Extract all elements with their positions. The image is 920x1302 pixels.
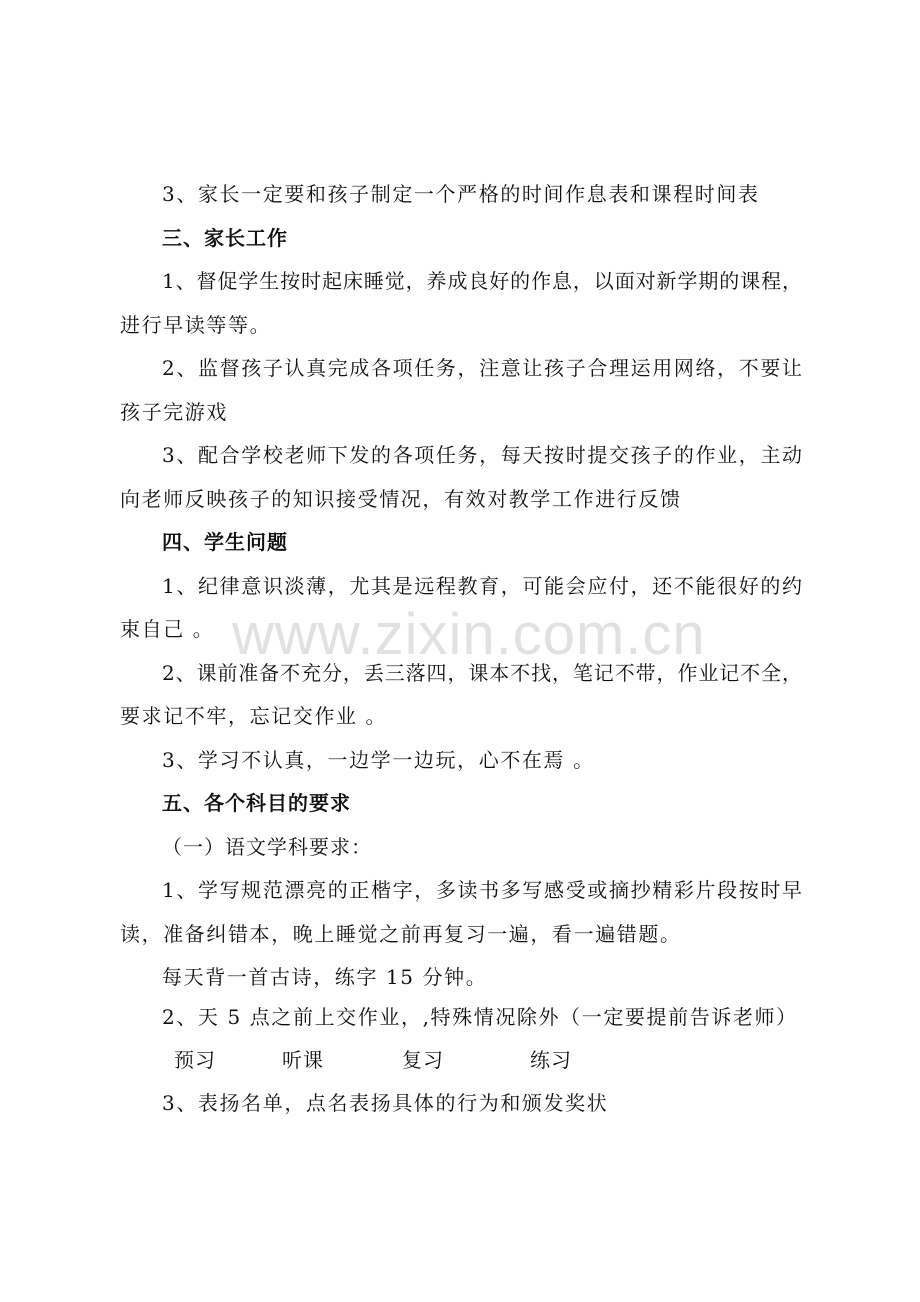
paragraph-line: 要求记不牢，忘记交作业 。 <box>120 704 388 728</box>
paragraph-line: 2、监督孩子认真完成各项任务，注意让孩子合理运用网络，不要让 <box>162 356 802 380</box>
section-heading-student-problems: 四、学生问题 <box>162 530 288 554</box>
paragraph-line: 进行早读等等。 <box>120 313 272 337</box>
section-heading-parent-work: 三、家长工作 <box>162 226 288 250</box>
paragraph-line: 3、配合学校老师下发的各项任务，每天按时提交孩子的作业，主动 <box>162 443 802 467</box>
paragraph-line: 读，准备纠错本，晚上睡觉之前再复习一遍，看一遍错题。 <box>120 922 682 946</box>
paragraph-line: 2、课前准备不充分，丢三落四，课本不找，笔记不带，作业记不全， <box>162 661 802 685</box>
paragraph-line: 1、纪律意识淡薄，尤其是远程教育，可能会应付，还不能很好的约 <box>162 574 802 598</box>
study-step-listen: 听课 <box>282 1048 324 1072</box>
study-step-preview: 预习 <box>174 1048 216 1072</box>
paragraph-line: 3、家长一定要和孩子制定一个严格的时间作息表和课程时间表 <box>162 182 760 206</box>
paragraph-line: 每天背一首古诗，练字 15 分钟。 <box>162 965 488 989</box>
paragraph-line: 1、督促学生按时起床睡觉，养成良好的作息，以面对新学期的课程， <box>162 269 802 293</box>
subsection-heading-chinese: （一）语文学科要求： <box>162 835 372 859</box>
study-step-review: 复习 <box>402 1048 444 1072</box>
study-step-practice: 练习 <box>530 1048 572 1072</box>
paragraph-line: 3、表扬名单，点名表扬具体的行为和颁发奖状 <box>162 1091 609 1115</box>
paragraph-line: 孩子完游戏 <box>120 400 228 424</box>
section-heading-subject-requirements: 五、各个科目的要求 <box>162 791 351 815</box>
paragraph-line: 束自己 。 <box>120 617 215 641</box>
paragraph-line: 3、学习不认真，一边学一边玩，心不在焉 。 <box>162 748 595 772</box>
paragraph-line: 1、学写规范漂亮的正楷字，多读书多写感受或摘抄精彩片段按时早 <box>162 878 802 902</box>
watermark: www.zixin.com.cn <box>232 602 706 667</box>
paragraph-line: 2、天 5 点之前上交作业，,特殊情况除外（一定要提前告诉老师） <box>162 1005 798 1029</box>
paragraph-line: 向老师反映孩子的知识接受情况，有效对教学工作进行反馈 <box>120 487 682 511</box>
